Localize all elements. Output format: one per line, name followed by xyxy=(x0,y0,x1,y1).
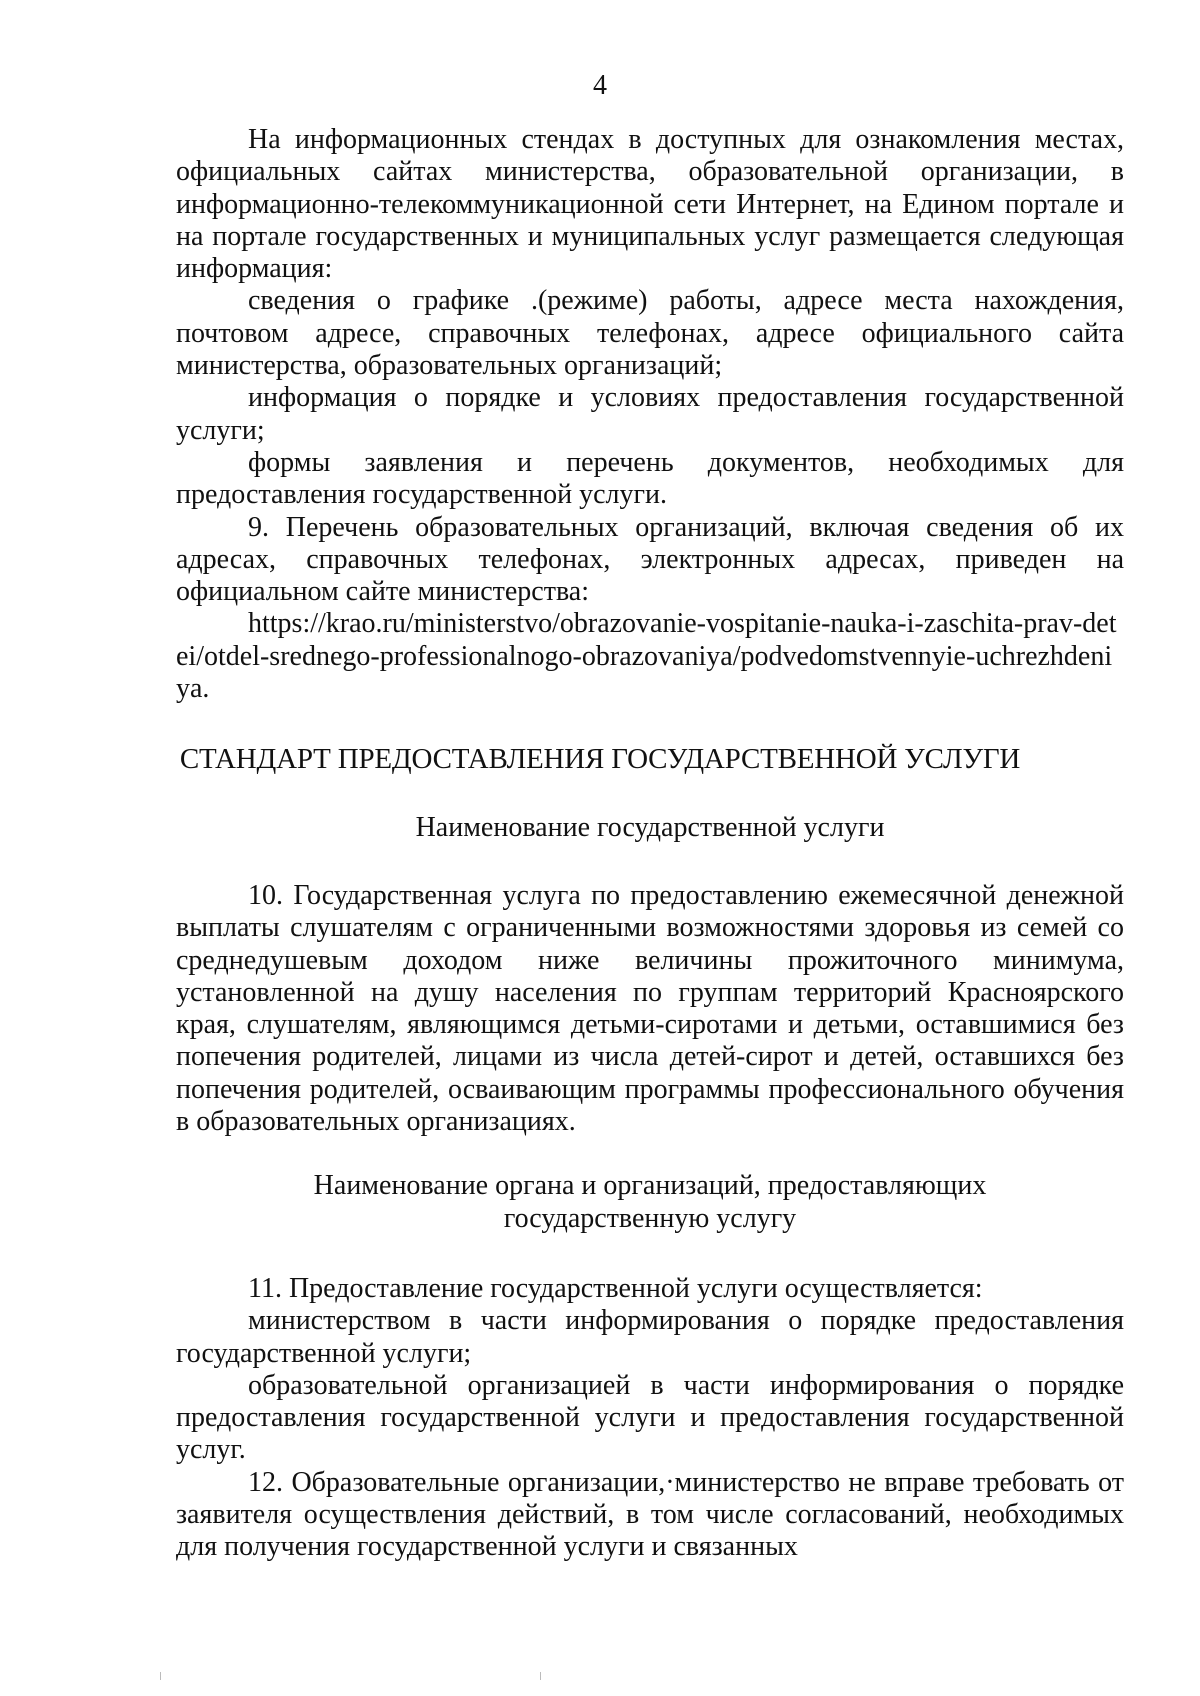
information-section xyxy=(176,124,1124,705)
scan-artifact xyxy=(160,1672,161,1680)
page-number: 4 xyxy=(593,70,607,101)
paragraph-ministry-role: министерством в части информирования о порядке предоставления государственной услуги; xyxy=(176,1305,1124,1369)
section-heading: СТАНДАРТ ПРЕДОСТАВЛЕНИЯ ГОСУДАРСТВЕННОЙ УСЛУГИ xyxy=(179,743,1021,775)
paragraph-12: 12. Образовательные организации,·министерство не вправе требовать от заявителя осуществления действий, в том числе согласований, необходимых для получения государственной услуги и связанных xyxy=(176,1466,1124,1563)
subheading-service-name: Наименование государственной услуги xyxy=(415,812,885,843)
ministry-url[interactable]: https://krao.ru/ministerstvo/obrazovanie-vospitanie-nauka-i-zaschita-prav-detei/otdel-srednego-professionalnogo-obrazovaniya/podvedomstvennyie-uchrezhdeniya. xyxy=(176,608,1117,705)
paragraph-schedule-info: сведения о графике .(режиме) работы, адресе места нахождения, почтовом адресе, справочных телефонах, адресе официального сайта министерства, образовательных организаций; xyxy=(176,285,1124,382)
paragraph-procedure-info: информация о порядке и условиях предоставления государственной услуги; xyxy=(176,382,1124,446)
service-name-section xyxy=(176,880,1124,1138)
providers-section xyxy=(176,1273,1124,1564)
paragraph-9: 9. Перечень образовательных организаций, включая сведения об их адресах, справочных телефонах, электронных адресах, приведен на официальном сайте министерства: xyxy=(176,511,1124,608)
paragraph-11: 11. Предоставление государственной услуги осуществляется: xyxy=(248,1273,983,1304)
paragraph-forms-info: формы заявления и перечень документов, необходимых для предоставления государственной услуги. xyxy=(176,446,1124,511)
subheading-providers-line-2: государственную услугу xyxy=(503,1202,797,1234)
paragraph-organization-role: образовательной организацией в части информирования о порядке предоставления государственной услуги и предоставления государственной услуг. xyxy=(176,1369,1124,1466)
scan-artifact xyxy=(540,1672,541,1680)
paragraph-10: 10. Государственная услуга по предоставлению ежемесячной денежной выплаты слушателям с ограниченными возможностями здоровья из семей со среднедушевым доходом ниже величины прожиточного минимума, установленной на душу населения по группам территорий Красноярского края, слушателям, являющимся детьми-сиротами и детьми, оставшимися без попечения родителей, лицами из числа детей-сирот и детей, оставшихся без попечения родителей, осваивающим программы профессионального обучения в образовательных организациях. xyxy=(176,880,1124,1138)
paragraph-info-stands: На информационных стендах в доступных для ознакомления местах, официальных сайтах министерства, образовательной организации, в информационно-телекоммуникационной сети Интернет, на Едином портале и на портале государственных и муниципальных услуг размещается следующая информация: xyxy=(176,124,1124,285)
subheading-providers xyxy=(176,1170,1124,1235)
subheading-providers-line-1: Наименование органа и организаций, предоставляющих xyxy=(313,1170,987,1201)
